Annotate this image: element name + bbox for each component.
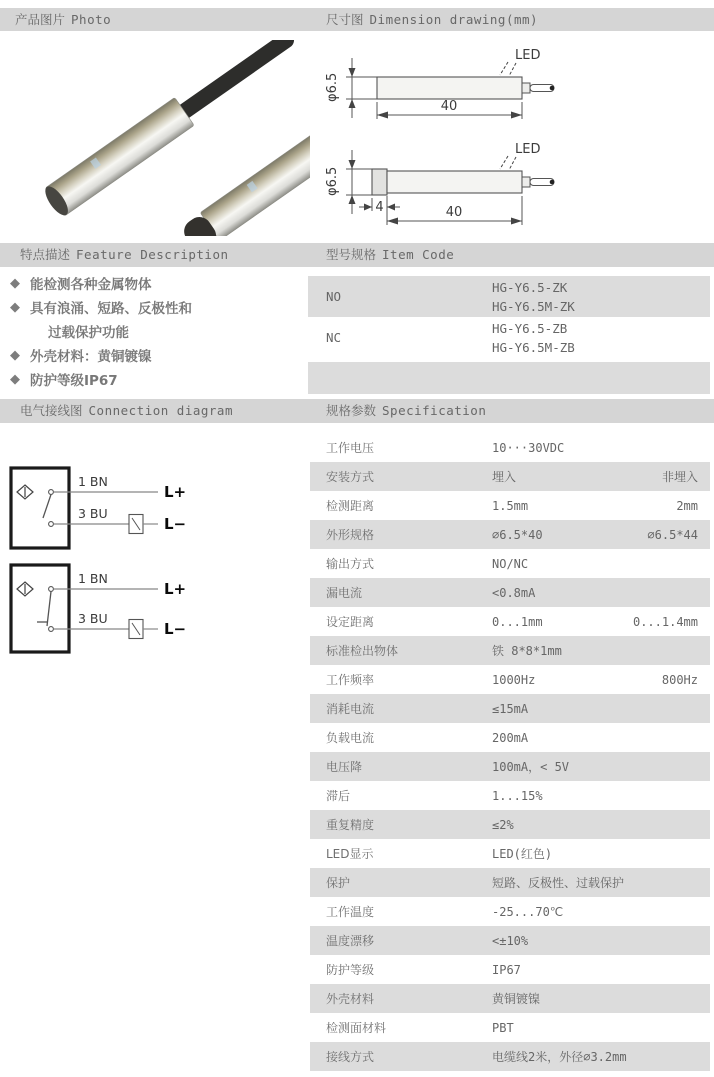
diamond-bullet-icon: ◆ [10, 299, 20, 315]
wire3-label: 3 BU [78, 506, 108, 521]
spec-value: <0.8mA [492, 585, 536, 600]
itemcode-title-en: Item Code [382, 247, 455, 262]
spec-label: 工作温度 [326, 905, 375, 919]
itemcode-section-title [326, 243, 454, 267]
feature-item [8, 343, 308, 367]
item-code: HG-Y6.5M-ZB [492, 339, 575, 355]
dimension-title-zh: 尺寸图 [326, 12, 364, 27]
product-photo [10, 40, 310, 236]
led-label: LED [515, 48, 541, 63]
spec-label: 接线方式 [326, 1050, 375, 1064]
spec-value2: 2mm [676, 498, 698, 513]
spec-value: LED(红色) [492, 847, 553, 861]
spec-row [310, 897, 710, 926]
spec-row [310, 839, 710, 868]
feature-text: 外壳材料：黄铜镀镍 [30, 349, 152, 365]
diameter-dim-label: φ6.5 [325, 72, 340, 102]
feature-list [8, 271, 308, 391]
feature-item [8, 295, 308, 319]
connection-title-zh: 电气接线图 [20, 403, 83, 418]
spec-row [310, 462, 710, 491]
spec-label: 检测面材料 [326, 1021, 387, 1035]
itemcode-title-zh: 型号规格 [326, 247, 377, 262]
spec-label: 消耗电流 [326, 702, 375, 716]
item-type-label: NC [326, 330, 342, 345]
spec-label: 负载电流 [326, 731, 375, 745]
spec-label: 保护 [326, 876, 351, 890]
connection-section-title [20, 399, 233, 423]
dimension-title-en: Dimension drawing(mm) [369, 12, 539, 27]
feature-text: 能检测各种金属物体 [30, 277, 152, 293]
spec-row [310, 868, 710, 897]
item-code: HG-Y6.5-ZK [492, 279, 568, 295]
spec-value: 100mA，< 5V [492, 760, 570, 774]
diamond-bullet-icon: ◆ [10, 275, 20, 291]
spec-value: 1.5mm [492, 498, 529, 513]
spec-row [310, 810, 710, 839]
spec-label: 外壳材料 [326, 992, 375, 1006]
spec-row [310, 955, 710, 984]
photo-section-title [15, 8, 111, 31]
feature-text: 过载保护功能 [48, 325, 129, 341]
spec-value2: 0...1.4mm [632, 614, 698, 629]
spec-value: NO/NC [492, 556, 529, 571]
spec-label: 温度漂移 [326, 934, 375, 948]
spec-row [310, 549, 710, 578]
switch-arm-closed [47, 592, 51, 627]
spec-row [310, 1042, 710, 1071]
spec-row [310, 665, 710, 694]
feature-title-zh: 特点描述 [20, 247, 71, 262]
wire1-label: 1 BN [78, 571, 108, 586]
spec-label: 检测距离 [326, 499, 375, 513]
feature-title-en: Feature Description [76, 247, 229, 262]
spec-label: 输出方式 [326, 557, 375, 571]
spec-label: 标准检出物体 [326, 644, 399, 658]
feature-item [8, 271, 308, 295]
spec-row [310, 752, 710, 781]
spec-value: PBT [492, 1020, 514, 1035]
spec-value: <±10% [492, 933, 529, 948]
item-code-table [308, 276, 710, 394]
feature-text: 防护等级IP67 [30, 373, 118, 389]
spec-row [310, 926, 710, 955]
item-code-row-empty [308, 362, 710, 394]
diameter-dim-label: φ6.5 [325, 166, 340, 196]
spec-value: 0...1mm [492, 614, 543, 629]
spec-value2: ∅6.5*44 [647, 527, 698, 542]
length-dim-label: 40 [440, 99, 458, 114]
spec-value: ≤2% [492, 817, 514, 832]
connection-title-en: Connection diagram [88, 403, 233, 418]
connection-diagram-nc [8, 556, 318, 658]
spec-table [310, 433, 710, 1071]
lplus-label: L+ [164, 483, 187, 501]
spec-row [310, 578, 710, 607]
spec-row [310, 1013, 710, 1042]
spec-value: 1...15% [492, 788, 543, 803]
spec-title-zh: 规格参数 [326, 403, 377, 418]
lplus-label: L+ [164, 580, 187, 598]
spec-row [310, 781, 710, 810]
length-dim-label: 40 [445, 205, 463, 220]
spec-value: 铁 8*8*1mm [492, 644, 562, 658]
spec-row [310, 433, 710, 462]
head-dim-label: 4 [375, 200, 384, 215]
spec-value: 黄铜镀镍 [492, 992, 541, 1006]
spec-label: 工作电压 [326, 441, 375, 455]
spec-value: ≤15mA [492, 701, 529, 716]
spec-label: 防护等级 [326, 963, 375, 977]
spec-label: 外形规格 [326, 528, 375, 542]
diamond-bullet-icon: ◆ [10, 371, 20, 387]
spec-value: 短路、反极性、过载保护 [492, 876, 625, 890]
spec-value: IP67 [492, 962, 521, 977]
spec-row [310, 636, 710, 665]
spec-value: 200mA [492, 730, 529, 745]
spec-row [310, 607, 710, 636]
spec-value2: 800Hz [661, 672, 698, 687]
spec-value: -25...70℃ [492, 904, 564, 919]
photo-title-en: Photo [71, 12, 112, 27]
spec-label: 滞后 [326, 789, 351, 803]
spec-row [310, 984, 710, 1013]
wire3-label: 3 BU [78, 611, 108, 626]
led-label: LED [515, 142, 541, 157]
feature-text: 具有浪涌、短路、反极性和 [30, 301, 192, 317]
item-code-row-nc [308, 317, 710, 358]
spec-value: 埋入 [492, 470, 517, 484]
item-code: HG-Y6.5-ZB [492, 320, 568, 336]
lminus-label: L− [164, 515, 187, 533]
spec-value: 1000Hz [492, 672, 536, 687]
spec-label: LED显示 [326, 847, 374, 861]
dimension-drawing-flush [322, 46, 572, 141]
spec-row [310, 520, 710, 549]
header-band-connection-spec [0, 399, 714, 423]
dimension-drawing-non-flush [322, 141, 572, 236]
wire1-label: 1 BN [78, 474, 108, 489]
spec-value: ∅6.5*40 [492, 527, 543, 542]
connection-diagram-no [8, 455, 318, 555]
spec-label: 安装方式 [326, 470, 375, 484]
spec-row [310, 694, 710, 723]
header-band-photo-dimension [0, 8, 714, 31]
spec-section-title [326, 399, 486, 423]
spec-value2: 非埋入 [661, 470, 698, 484]
item-code: HG-Y6.5M-ZK [492, 298, 575, 314]
diamond-bullet-icon: ◆ [10, 347, 20, 363]
spec-row [310, 491, 710, 520]
spec-value: 10···30VDC [492, 440, 565, 455]
header-band-feature-itemcode [0, 243, 714, 267]
spec-title-en: Specification [382, 403, 487, 418]
feature-item [8, 367, 308, 391]
spec-label: 漏电流 [326, 586, 363, 600]
item-code-cell [492, 317, 575, 358]
item-code-cell [492, 276, 575, 317]
spec-value: 电缆线2米，外径∅3.2mm [492, 1050, 627, 1064]
photo-title-zh: 产品图片 [15, 12, 66, 27]
spec-label: 工作频率 [326, 673, 375, 687]
item-type-label: NO [326, 289, 342, 304]
feature-item [8, 319, 308, 343]
lminus-label: L− [164, 620, 187, 638]
spec-label: 电压降 [326, 760, 363, 774]
spec-label: 设定距离 [326, 615, 375, 629]
spec-row [310, 723, 710, 752]
spec-label: 重复精度 [326, 818, 375, 832]
item-code-row-no [308, 276, 710, 317]
dimension-section-title [326, 8, 538, 31]
feature-section-title [20, 243, 229, 267]
switch-arm-open [43, 495, 51, 519]
